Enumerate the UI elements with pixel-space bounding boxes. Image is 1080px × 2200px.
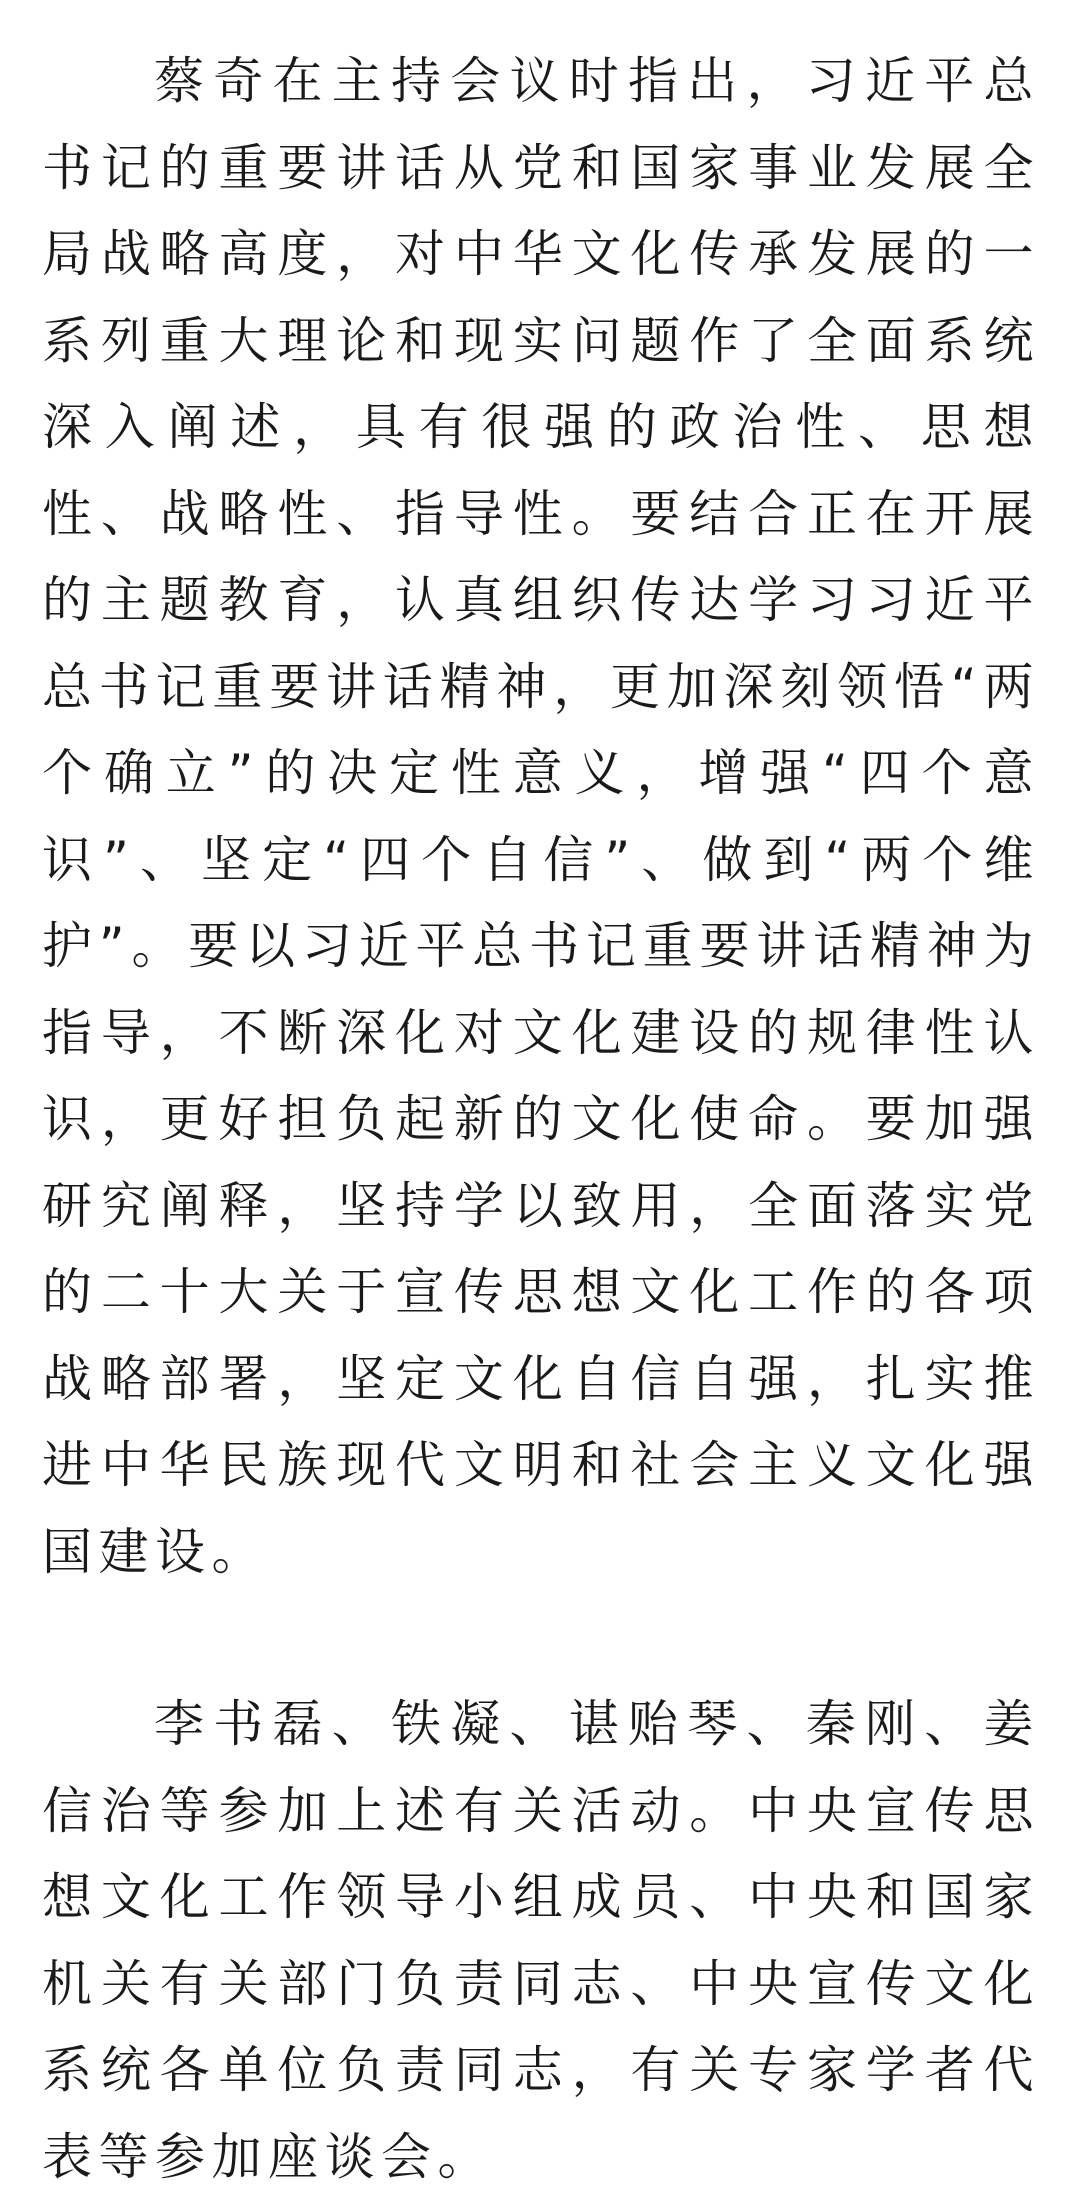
- article-paragraph-meeting-remarks: 蔡奇在主持会议时指出，习近平总书记的重要讲话从党和国家事业发展全局战略高度，对中华文化传承发展的一系列重大理论和现实问题作了全面系统深入阐述，具有很强的政治性、思想性、战略性、指导性。要结合正在开展的主题教育，认真组织传达学习习近平总书记重要讲话精神，更加深刻领悟“两个确立”的决定性意义，增强“四个意识”、坚定“四个自信”、做到“两个维护”。要以习近平总书记重要讲话精神为指导，不断深化对文化建设的规律性认识，更好担负起新的文化使命。要加强研究阐释，坚持学以致用，全面落实党的二十大关于宣传思想文化工作的各项战略部署，坚定文化自信自强，扎实推进中华民族现代文明和社会主义文化强国建设。: [42, 52, 1040, 1581]
- article-paragraph-attendees: 李书磊、铁凝、谌贻琴、秦刚、姜信治等参加上述有关活动。中央宣传思想文化工作领导小组成员、中央和国家机关有关部门负责同志、中央宣传文化系统各单位负责同志，有关专家学者代表等参加座谈会。: [42, 1695, 1040, 2186]
